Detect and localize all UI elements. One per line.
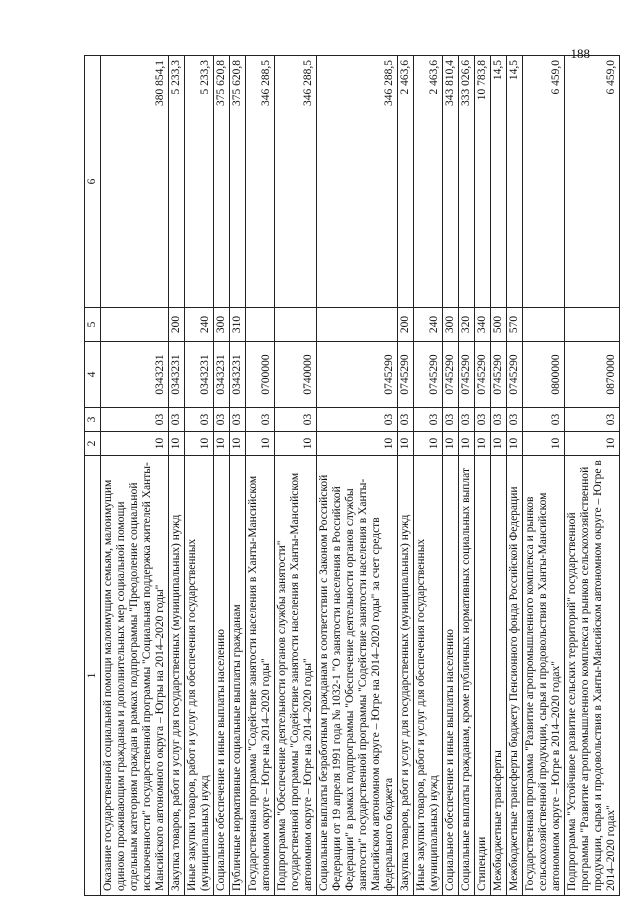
budget-table	[84, 55, 620, 896]
row-name-cell: Иные закупки товаров, работ и услуг для обеспечения государственных (муниципальных) нужд	[414, 456, 443, 896]
table-row	[491, 56, 507, 896]
header-col-4: 4	[85, 342, 101, 408]
table-row	[507, 56, 523, 896]
row-section-cell: 10	[443, 432, 459, 456]
row-amount-cell: 14,5	[491, 56, 507, 308]
row-subsection-cell: 03	[565, 408, 620, 432]
row-target-article-cell: 0745290	[398, 342, 414, 408]
row-name-cell: Социальные выплаты гражданам, кроме публичных нормативных социальных выплат	[459, 456, 475, 896]
row-name-cell: Социальное обеспечение и иные выплаты населению	[214, 456, 230, 896]
table-row	[214, 56, 230, 896]
row-name-cell: Государственная программа "Развитие агропромышленного комплекса и рынков сельскохозяйственной продукции, сырья и продовольствия в Ханты-Мансийском автономном округе – Югре в 2014–2020 годах"	[523, 456, 565, 896]
row-subsection-cell: 03	[317, 408, 398, 432]
row-section-cell: 10	[275, 432, 317, 456]
table-row	[443, 56, 459, 896]
row-target-article-cell: 0870000	[565, 342, 620, 408]
table-row	[317, 56, 398, 896]
row-expense-type-cell: 310	[230, 308, 246, 342]
row-amount-cell: 2 463,6	[414, 56, 443, 308]
row-section-cell: 10	[185, 432, 214, 456]
row-expense-type-cell: 200	[169, 308, 185, 342]
row-amount-cell: 346 288,5	[317, 56, 398, 308]
header-row	[85, 56, 101, 896]
row-expense-type-cell: 300	[443, 308, 459, 342]
row-section-cell: 10	[459, 432, 475, 456]
row-expense-type-cell: 200	[398, 308, 414, 342]
table-row	[565, 56, 620, 896]
row-target-article-cell: 0745290	[443, 342, 459, 408]
row-target-article-cell: 0740000	[275, 342, 317, 408]
row-amount-cell: 333 026,6	[459, 56, 475, 308]
row-subsection-cell: 03	[246, 408, 275, 432]
row-expense-type-cell: 340	[475, 308, 491, 342]
row-expense-type-cell	[565, 308, 620, 342]
row-amount-cell: 346 288,5	[246, 56, 275, 308]
row-amount-cell: 6 459,0	[523, 56, 565, 308]
row-expense-type-cell	[523, 308, 565, 342]
row-target-article-cell: 0745290	[491, 342, 507, 408]
row-target-article-cell: 0745290	[507, 342, 523, 408]
row-target-article-cell: 0745290	[475, 342, 491, 408]
row-amount-cell: 2 463,6	[398, 56, 414, 308]
row-section-cell: 10	[475, 432, 491, 456]
row-subsection-cell: 03	[507, 408, 523, 432]
header-col-1: 1	[85, 456, 101, 896]
header-col-3: 3	[85, 408, 101, 432]
header-col-6: 6	[85, 56, 101, 308]
row-section-cell: 10	[491, 432, 507, 456]
row-target-article-cell: 0745290	[317, 342, 398, 408]
row-section-cell: 10	[398, 432, 414, 456]
budget-table-sheet	[84, 56, 617, 896]
row-amount-cell: 375 620,8	[230, 56, 246, 308]
row-section-cell: 10	[246, 432, 275, 456]
row-target-article-cell: 0745290	[459, 342, 475, 408]
table-row	[169, 56, 185, 896]
row-expense-type-cell	[101, 308, 169, 342]
row-name-cell: Межбюджетные трансферты бюджету Пенсионного фонда Российской Федерации	[507, 456, 523, 896]
row-name-cell: Подпрограмма "Устойчивое развитие сельских территорий" государственной программы "Развитие агропромышленного комплекса и рынков сельскохозяйственной продукции, сырья и продовольствия в Ханты-Мансийском автономном округе – Югре в 2014–2020 годах"	[565, 456, 620, 896]
row-name-cell: Иные закупки товаров, работ и услуг для обеспечения государственных (муниципальных) нужд	[185, 456, 214, 896]
row-target-article-cell: 0745290	[414, 342, 443, 408]
row-target-article-cell: 0343231	[230, 342, 246, 408]
header-col-5: 5	[85, 308, 101, 342]
row-expense-type-cell	[246, 308, 275, 342]
row-section-cell: 10	[414, 432, 443, 456]
row-subsection-cell: 03	[101, 408, 169, 432]
page-number: 188	[570, 46, 590, 61]
row-amount-cell: 343 810,4	[443, 56, 459, 308]
row-section-cell: 10	[317, 432, 398, 456]
row-name-cell: Межбюджетные трансферты	[491, 456, 507, 896]
row-subsection-cell: 03	[214, 408, 230, 432]
row-target-article-cell: 0343231	[185, 342, 214, 408]
table-row	[414, 56, 443, 896]
row-name-cell: Закупка товаров, работ и услуг для государственных (муниципальных) нужд	[398, 456, 414, 896]
row-expense-type-cell: 240	[414, 308, 443, 342]
row-expense-type-cell: 570	[507, 308, 523, 342]
row-section-cell: 10	[523, 432, 565, 456]
row-name-cell: Стипендии	[475, 456, 491, 896]
table-row	[230, 56, 246, 896]
row-expense-type-cell: 300	[214, 308, 230, 342]
row-amount-cell: 5 233,3	[185, 56, 214, 308]
row-amount-cell: 380 854,1	[101, 56, 169, 308]
table-row	[523, 56, 565, 896]
row-subsection-cell: 03	[169, 408, 185, 432]
row-subsection-cell: 03	[398, 408, 414, 432]
row-amount-cell: 5 233,3	[169, 56, 185, 308]
row-target-article-cell: 0700000	[246, 342, 275, 408]
row-expense-type-cell: 240	[185, 308, 214, 342]
table-body	[101, 56, 620, 896]
row-section-cell: 10	[507, 432, 523, 456]
table-row	[275, 56, 317, 896]
table-row	[246, 56, 275, 896]
row-expense-type-cell: 320	[459, 308, 475, 342]
row-name-cell: Государственная программа "Содействие занятости населения в Ханты-Мансийском автономном округе – Югре на 2014–2020 годы"	[246, 456, 275, 896]
row-name-cell: Публичные нормативные социальные выплаты гражданам	[230, 456, 246, 896]
row-amount-cell: 10 783,8	[475, 56, 491, 308]
table-row	[475, 56, 491, 896]
table-row	[185, 56, 214, 896]
row-amount-cell: 14,5	[507, 56, 523, 308]
header-col-2: 2	[85, 432, 101, 456]
row-subsection-cell: 03	[230, 408, 246, 432]
row-section-cell: 10	[230, 432, 246, 456]
row-subsection-cell: 03	[523, 408, 565, 432]
table-row	[101, 56, 169, 896]
row-name-cell: Подпрограмма "Обеспечение деятельности органов службы занятости" государственной программы "Содействие занятости населения в Ханты-Мансийском автономном округе – Югре на 2014–2020 годы"	[275, 456, 317, 896]
row-subsection-cell: 03	[459, 408, 475, 432]
row-subsection-cell: 03	[275, 408, 317, 432]
row-target-article-cell: 0343231	[101, 342, 169, 408]
row-section-cell: 10	[214, 432, 230, 456]
row-name-cell: Социальное обеспечение и иные выплаты населению	[443, 456, 459, 896]
row-subsection-cell: 03	[414, 408, 443, 432]
row-expense-type-cell	[317, 308, 398, 342]
row-amount-cell: 6 459,0	[565, 56, 620, 308]
row-subsection-cell: 03	[185, 408, 214, 432]
table-row	[459, 56, 475, 896]
row-name-cell: Оказание государственной социальной помощи малоимущим семьям, малоимущим одиноко проживающим гражданам и дополнительных мер социальной помощи отдельным категориям граждан в рамках подпрограммы "Преодоление социальной исключенности" государственной программы "Социальная поддержка жителей Ханты-Мансийского автономного округа – Югры на 2014–2020 годы"	[101, 456, 169, 896]
row-name-cell: Социальные выплаты безработным гражданам в соответствии с Законом Российской Федерации от 19 апреля 1991 года № 1032-1 "О занятости населения в Российской Федерации" в рамках подпрограммы "Обеспечение деятельности органов службы занятости" государственной программы "Содействие занятости населения в Ханты-Мансийском автономном округе – Югре на 2014–2020 годы" за счет средств федерального бюджета	[317, 456, 398, 896]
row-section-cell: 10	[169, 432, 185, 456]
row-name-cell: Закупка товаров, работ и услуг для государственных (муниципальных) нужд	[169, 456, 185, 896]
row-expense-type-cell: 500	[491, 308, 507, 342]
table-row	[398, 56, 414, 896]
row-target-article-cell: 0800000	[523, 342, 565, 408]
row-amount-cell: 346 288,5	[275, 56, 317, 308]
row-subsection-cell: 03	[491, 408, 507, 432]
row-subsection-cell: 03	[443, 408, 459, 432]
row-section-cell: 10	[101, 432, 169, 456]
row-target-article-cell: 0343231	[214, 342, 230, 408]
row-target-article-cell: 0343231	[169, 342, 185, 408]
row-section-cell: 10	[565, 432, 620, 456]
row-expense-type-cell	[275, 308, 317, 342]
row-subsection-cell: 03	[475, 408, 491, 432]
row-amount-cell: 375 620,8	[214, 56, 230, 308]
